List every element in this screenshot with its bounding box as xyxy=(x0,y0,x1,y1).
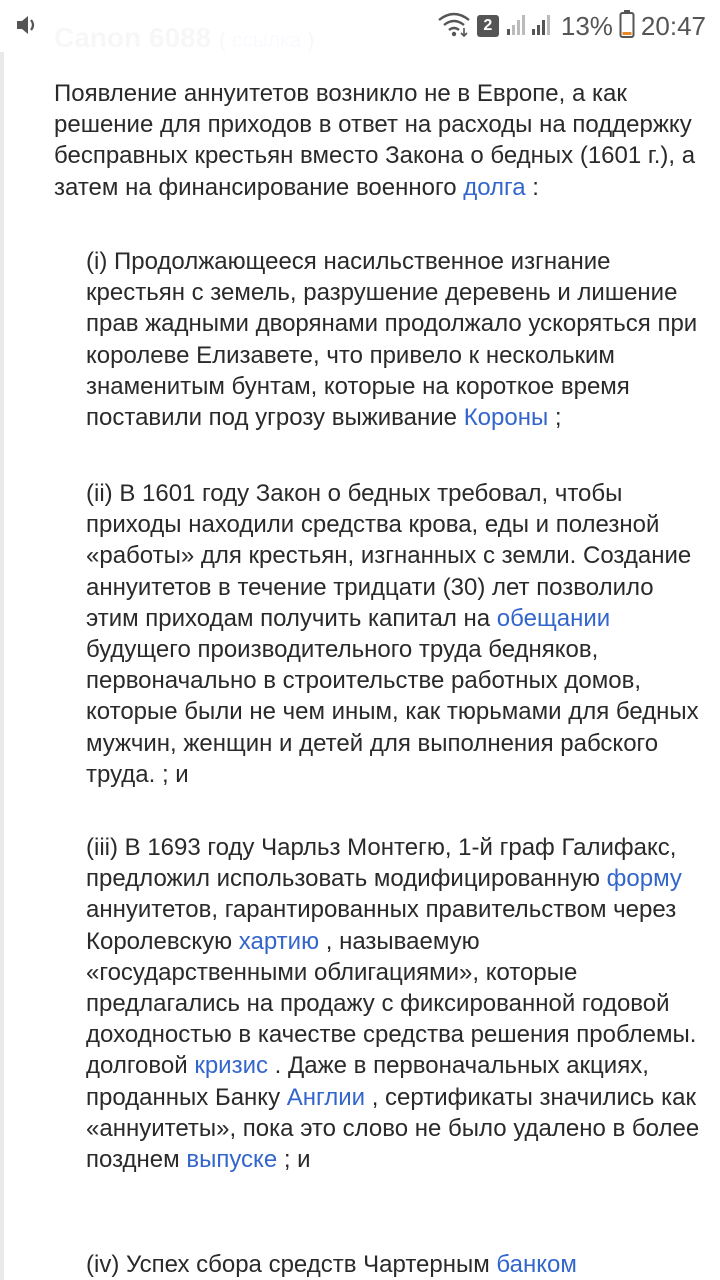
link-formu[interactable]: форму xyxy=(606,865,682,893)
link-obeshchanii[interactable]: обещании xyxy=(496,604,611,632)
link-krizis[interactable]: кризис xyxy=(194,1052,268,1080)
status-bar xyxy=(0,0,720,52)
link-dolga[interactable]: долга xyxy=(463,173,526,201)
list-item-i: (i) Продолжающееся насильственное изгнание крестьян с земель, разрушение деревень и лишение прав жадными дворянами продолжало ускоряться при королеве Елизавете, что привело к нескольким знаменитым бунтам, которые на короткое время поставили под угрозу выживание Короны ; xyxy=(86,248,698,432)
link-vypuske[interactable]: выпуске xyxy=(186,1146,278,1174)
link-korony[interactable]: Короны xyxy=(463,404,549,432)
clock: 20:47 xyxy=(640,10,706,41)
list-item-iv: (iv) Успех сбора средств Чартерным банком xyxy=(86,1251,577,1278)
link-bankom[interactable]: банком xyxy=(496,1251,577,1278)
volume-icon xyxy=(14,12,40,43)
battery-icon xyxy=(619,9,635,44)
list-item-ii: (ii) В 1601 году Закон о бедных требовал, чтобы приходы находили средства крова, еды и полезной «работы» для крестьян, изгнанных с земли. Создание аннуитетов в течение тридцати (30) лет позволило этим приходам получить капитал на обещании будущего производительного труда бедняков, первоначально в строительстве работных домов, которые были не чем иным, как тюрьмами для бедных мужчин, женщин и детей для выполнения рабского труда. ; и xyxy=(86,480,699,788)
wifi-icon xyxy=(437,10,471,43)
sim-badge: 2 xyxy=(477,15,499,37)
link-anglii[interactable]: Англии xyxy=(286,1083,366,1111)
intro-paragraph: Появление аннуитетов возникло не в Европе, а как решение для приходов в ответ на расходы на поддержку бесправных крестьян вместо Закона о бедных (1601 г.), а затем на финансирование военного долга : xyxy=(54,80,696,201)
link-khartiyu[interactable]: хартию xyxy=(238,927,320,955)
page-edge xyxy=(0,0,4,1280)
battery-percent: 13% xyxy=(560,10,613,41)
list-item-iii: (iii) В 1693 году Чарльз Монтегю, 1-й граф Галифакс, предложил использовать модифицированную форму аннуитетов, гарантированных правительством через Королевскую хартию , называемую «государственными облигациями», которые предлагались на продажу с фиксированной годовой доходностью в качестве средства решения проблемы. долговой кризис . Даже в первоначальных акциях, проданных Банку Англии , сертификаты значились как «аннуитеты», пока это слово не было удалено в более позднем выпуске ; и xyxy=(86,834,700,1174)
signal-icon xyxy=(505,11,555,42)
